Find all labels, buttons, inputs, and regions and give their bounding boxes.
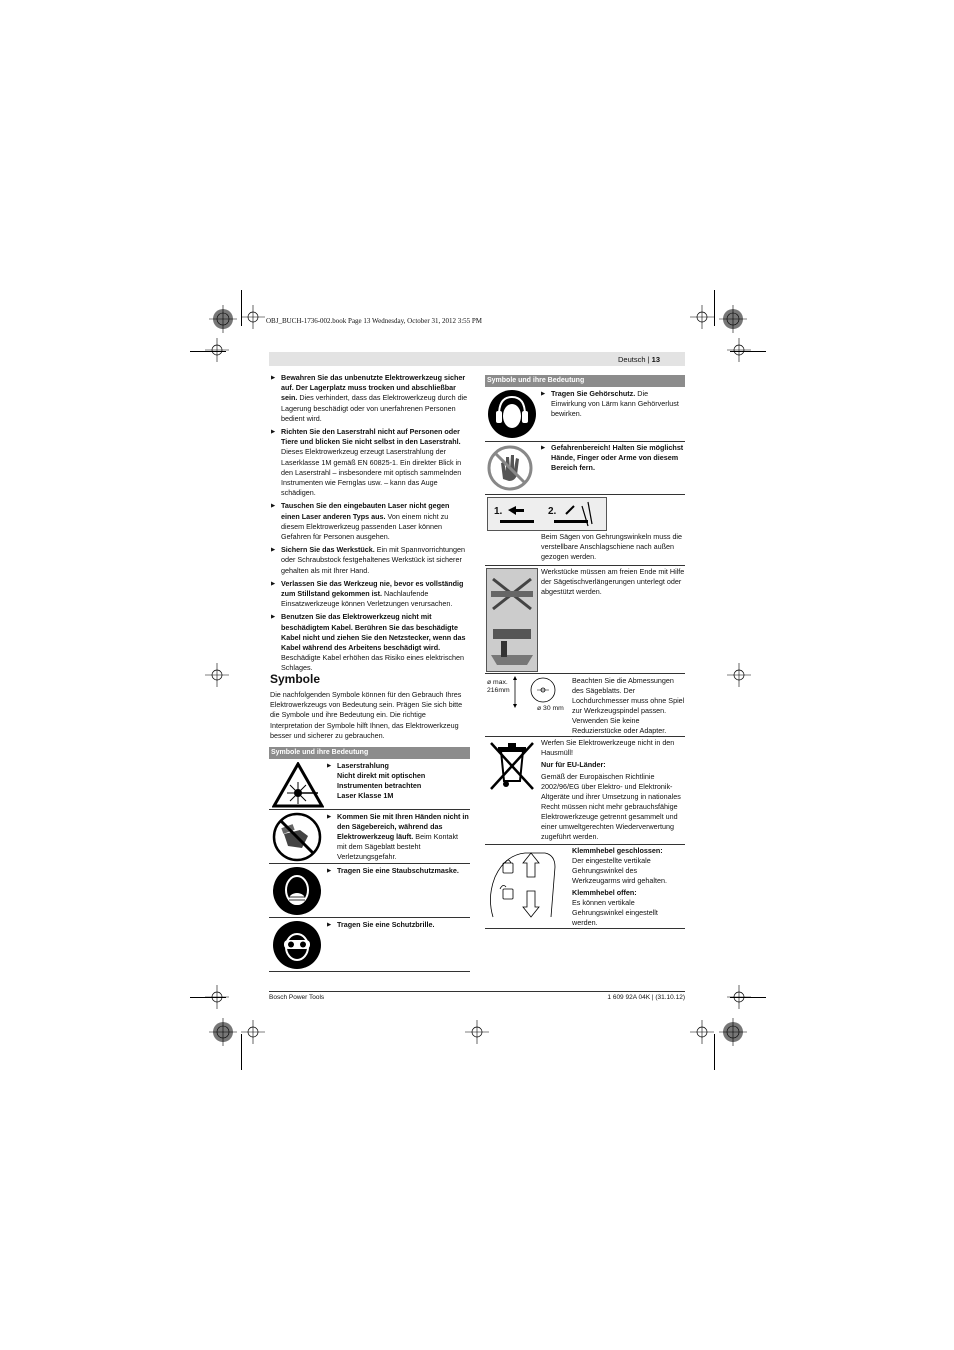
table-row: [485, 674, 685, 737]
symbol-bullet: ▶ Tragen Sie eine Staubschutzmaske.: [327, 866, 469, 876]
fence-adjust-icon: [487, 497, 607, 531]
crop-line: [714, 1034, 715, 1070]
lever-open-heading: Klemmhebel offen:: [572, 888, 637, 897]
registration-mark-bottom-right: [719, 1018, 747, 1046]
weee-eu-heading: Nur für EU-Länder:: [541, 760, 606, 769]
table-row: [485, 566, 685, 674]
table-header: Symbole und ihre Bedeutung: [269, 747, 470, 759]
table-row: [485, 845, 685, 929]
left-symbol-table: [269, 747, 470, 972]
print-meta-line: OBJ_BUCH-1736-002.book Page 13 Wednesday, October 31, 2012 3:55 PM: [266, 317, 483, 325]
crosshair-mark: [205, 338, 229, 362]
footer-doc-number: 1 609 92A 04K | (31.10.12): [607, 994, 685, 1001]
row-text: Beim Sägen von Gehrungswinkeln muss die verstellbare Anschlagschiene nach außen gezogen werden.: [541, 532, 683, 561]
safety-bullet: ▶ Bewahren Sie das unbenutzte Elektrowerkzeug sicher auf. Der Lagerplatz muss trocken und abschließbar sein. Dies verhindert, dass das Elektrowerkzeug durch die Lagerung beschädigt oder von unerfahrenen Personen bedient wird.: [271, 373, 470, 424]
table-row: [485, 495, 685, 566]
symbol-bullet: ▶ Gefahrenbereich! Halten Sie möglichst Hände, Finger oder Arme von diesem Bereich fern.: [541, 443, 685, 473]
left-column: [271, 373, 470, 676]
table-row: [485, 387, 685, 442]
crosshair-mark: [690, 305, 714, 329]
safety-bullet: ▶ Benutzen Sie das Elektrowerkzeug nicht mit beschädigtem Kabel. Berühren Sie das beschädigte Kabel nicht und ziehen Sie den Netzstecker, wenn das Kabel während des Arbeitens beschädigt wird. Beschädigte Kabel erhöhen das Risiko eines elektrischen Schlages.: [271, 612, 470, 673]
lever-closed-text: Der eingestellte vertikale Gehrungswinkel des Werkzeugarms wird gehalten.: [572, 856, 667, 885]
table-extension-icon: [486, 568, 538, 672]
crosshair-mark: [690, 1020, 714, 1044]
safety-goggles-icon: [272, 920, 322, 975]
crop-line: [730, 351, 766, 352]
row-text: [572, 846, 685, 928]
table-row: [269, 759, 470, 810]
safety-bullet: ▶ Tauschen Sie den eingebauten Laser nicht gegen einen Laser anderen Typs aus. Von einem nicht zu diesem Elektrowerkzeug passenden Laser können Gefahren für Personen ausgehen.: [271, 501, 470, 542]
saw-blade-dimensions-icon: [485, 676, 569, 726]
clamp-lever-icon: [485, 847, 571, 928]
step-two-label: 2.: [548, 506, 557, 517]
dust-mask-icon: [272, 866, 322, 921]
section-intro: Die nachfolgenden Symbole können für den Gebrauch Ihres Elektrowerkzeugs von Bedeutung sein. Prägen Sie sich bitte die Symbole und ihre Bedeutung ein. Die richtige Interpretation der Symbole hilft Ihnen, das Elektrowerkzeug besser und sicherer zu gebrauchen.: [270, 690, 463, 740]
row-text: [541, 738, 685, 842]
step-one-label: 1.: [494, 506, 503, 517]
hand-prohibited-icon: [272, 812, 322, 867]
crop-line: [730, 997, 766, 998]
crosshair-mark: [241, 1020, 265, 1044]
page-number: 13: [651, 355, 660, 364]
ear-protection-icon: [487, 389, 537, 444]
footer-rule: [269, 991, 685, 992]
crosshair-mark: [241, 305, 265, 329]
crop-line: [190, 997, 226, 998]
crosshair-mark: [205, 663, 229, 687]
row-text: [541, 389, 685, 421]
blade-max-value: 216mm: [487, 687, 510, 694]
footer-publisher: Bosch Power Tools: [269, 994, 325, 1001]
weee-directive-text: Gemäß der Europäischen Richtlinie 2002/96/EG über Elektro- und Elektronik-Altgeräte und ihrer Umsetzung in nationales Recht müssen nicht mehr gebrauchsfähige Elektrowerkzeuge getrennt gesammelt und einer umweltgerechten Wiederverwertung zugeführt werden.: [541, 772, 681, 841]
row-text: [541, 443, 685, 475]
crop-line: [241, 290, 242, 326]
blade-max-label: ø max.: [487, 679, 508, 686]
table-row: [269, 864, 470, 918]
symbol-bullet: ▶ Tragen Sie eine Schutzbrille.: [327, 920, 469, 930]
laser-warning-icon: [272, 762, 324, 813]
row-text: [327, 920, 469, 932]
crop-line: [241, 1034, 242, 1070]
safety-bullet: ▶ Sichern Sie das Werkstück. Ein mit Spannvorrichtungen oder Schraubstock festgehaltenes Werkstück ist sicherer gehalten als mit Ihrer Hand.: [271, 545, 470, 576]
table-row: [485, 737, 685, 845]
crosshair-mark: [465, 1020, 489, 1044]
hand-danger-icon: [487, 445, 533, 496]
symbol-bullet: ▶ Tragen Sie Gehörschutz. Die Einwirkung von Lärm kann Gehörverlust bewirken.: [541, 389, 685, 419]
lever-open-text: Es können vertikale Gehrungswinkel eingestellt werden.: [572, 898, 658, 927]
crosshair-mark: [727, 663, 751, 687]
table-row: [485, 442, 685, 495]
table-row: [269, 810, 470, 864]
weee-bin-icon: [487, 739, 537, 796]
crop-line: [190, 351, 226, 352]
symbol-bullet: ▶ Laserstrahlung Nicht direkt mit optischen Instrumenten betrachten Laser Klasse 1M: [327, 761, 469, 801]
symbol-bullet: ▶ Kommen Sie mit Ihren Händen nicht in den Sägebereich, während das Elektrowerkzeug läuft. Beim Kontakt mit dem Sägeblatt besteht Verletzungsgefahr.: [327, 812, 469, 862]
row-text: [327, 761, 469, 803]
table-header: Symbole und ihre Bedeutung: [485, 375, 685, 387]
weee-warning: Werfen Sie Elektrowerkzeuge nicht in den Hausmüll!: [541, 738, 675, 757]
right-symbol-table: [485, 375, 685, 929]
crosshair-mark: [727, 338, 751, 362]
registration-mark-bottom-left: [209, 1018, 237, 1046]
row-text: Werkstücke müssen am freien Ende mit Hilfe der Sägetischverlängerungen unterlegt oder abgestützt werden.: [541, 567, 685, 596]
row-text: [327, 812, 469, 864]
header-language: Deutsch: [618, 355, 646, 364]
page-header: Deutsch | 13: [618, 355, 660, 364]
table-row: [269, 918, 470, 972]
safety-bullet: ▶ Richten Sie den Laserstrahl nicht auf Personen oder Tiere und blicken Sie nicht selbst in den Laserstrahl. Dieses Elektrowerkzeug erzeugt Laserstrahlung der Laserklasse 1M gemäß EN 60825-1. Ein direkter Blick in den Laserstrahl – insbesondere mit optisch sammelnden Instrumenten wie Fernglas usw. – kann das Auge schädigen.: [271, 427, 470, 498]
section-title: Symbole: [270, 672, 321, 686]
lever-closed-heading: Klemmhebel geschlossen:: [572, 846, 663, 855]
row-text: [327, 866, 469, 878]
blade-bore-label: ø 30 mm: [537, 705, 564, 712]
row-text: Beachten Sie die Abmessungen des Sägeblatts. Der Lochdurchmesser muss ohne Spiel zur Werkzeugspindel passen. Verwenden Sie keine Reduzierstücke oder Adapter.: [572, 676, 685, 735]
registration-mark-top-left: [209, 305, 237, 333]
safety-bullet: ▶ Verlassen Sie das Werkzeug nie, bevor es vollständig zum Stillstand gekommen ist. Nachlaufende Einsatzwerkzeuge können Verletzungen verursachen.: [271, 579, 470, 610]
registration-mark-top-right: [719, 305, 747, 333]
crop-line: [714, 290, 715, 326]
